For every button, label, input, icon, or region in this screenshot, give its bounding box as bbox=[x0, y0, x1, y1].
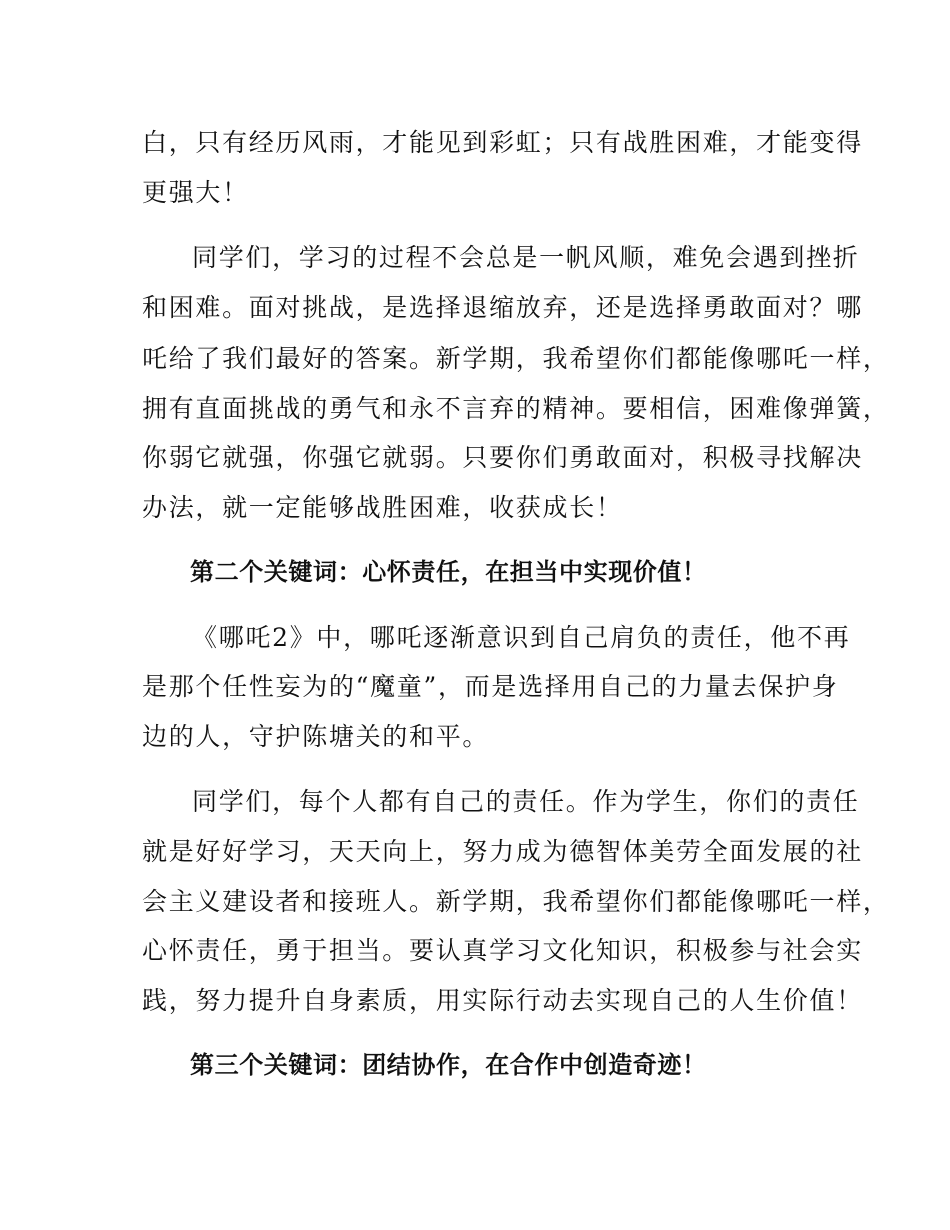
paragraph-line: 心怀责任，勇于担当。要认真学习文化知识，积极参与社会实 bbox=[142, 936, 863, 965]
paragraph-line: 是那个任性妄为的“魔童”，而是选择用自己的力量去保护身 bbox=[142, 672, 839, 701]
section-heading: 第二个关键词：心怀责任，在担当中实现价值！ bbox=[190, 558, 707, 586]
paragraph-line: 和困难。面对挑战，是选择退缩放弃，还是选择勇敢面对？哪 bbox=[142, 293, 863, 322]
paragraph-line: 更强大！ bbox=[142, 178, 249, 207]
paragraph-line: 边的人，守护陈塘关的和平。 bbox=[142, 722, 490, 751]
paragraph-line: 践，努力提升自身素质，用实际行动去实现自己的人生价值！ bbox=[142, 986, 863, 1015]
paragraph-line: 同学们，每个人都有自己的责任。作为学生，你们的责任 bbox=[192, 787, 860, 816]
paragraph-line: 《哪吒2》中，哪吒逐渐意识到自己肩负的责任，他不再 bbox=[192, 623, 851, 652]
paragraph-line: 同学们，学习的过程不会总是一帆风顺，难免会遇到挫折 bbox=[192, 243, 860, 272]
section-heading: 第三个关键词：团结协作，在合作中创造奇迹！ bbox=[190, 1051, 707, 1079]
paragraph-line: 就是好好学习，天天向上，努力成为德智体美劳全面发展的社 bbox=[142, 837, 863, 866]
paragraph-line: 白，只有经历风雨，才能见到彩虹；只有战胜困难，才能变得 bbox=[142, 128, 863, 157]
paragraph-line: 会主义建设者和接班人。新学期，我希望你们都能像哪吒一样， bbox=[142, 887, 890, 916]
paragraph-line: 你弱它就强，你强它就弱。只要你们勇敢面对，积极寻找解决 bbox=[142, 443, 863, 472]
paragraph-line: 拥有直面挑战的勇气和永不言弃的精神。要相信，困难像弹簧， bbox=[142, 394, 890, 423]
paragraph-line: 办法，就一定能够战胜困难，收获成长！ bbox=[142, 493, 623, 522]
paragraph-line: 吒给了我们最好的答案。新学期，我希望你们都能像哪吒一样， bbox=[142, 344, 890, 373]
